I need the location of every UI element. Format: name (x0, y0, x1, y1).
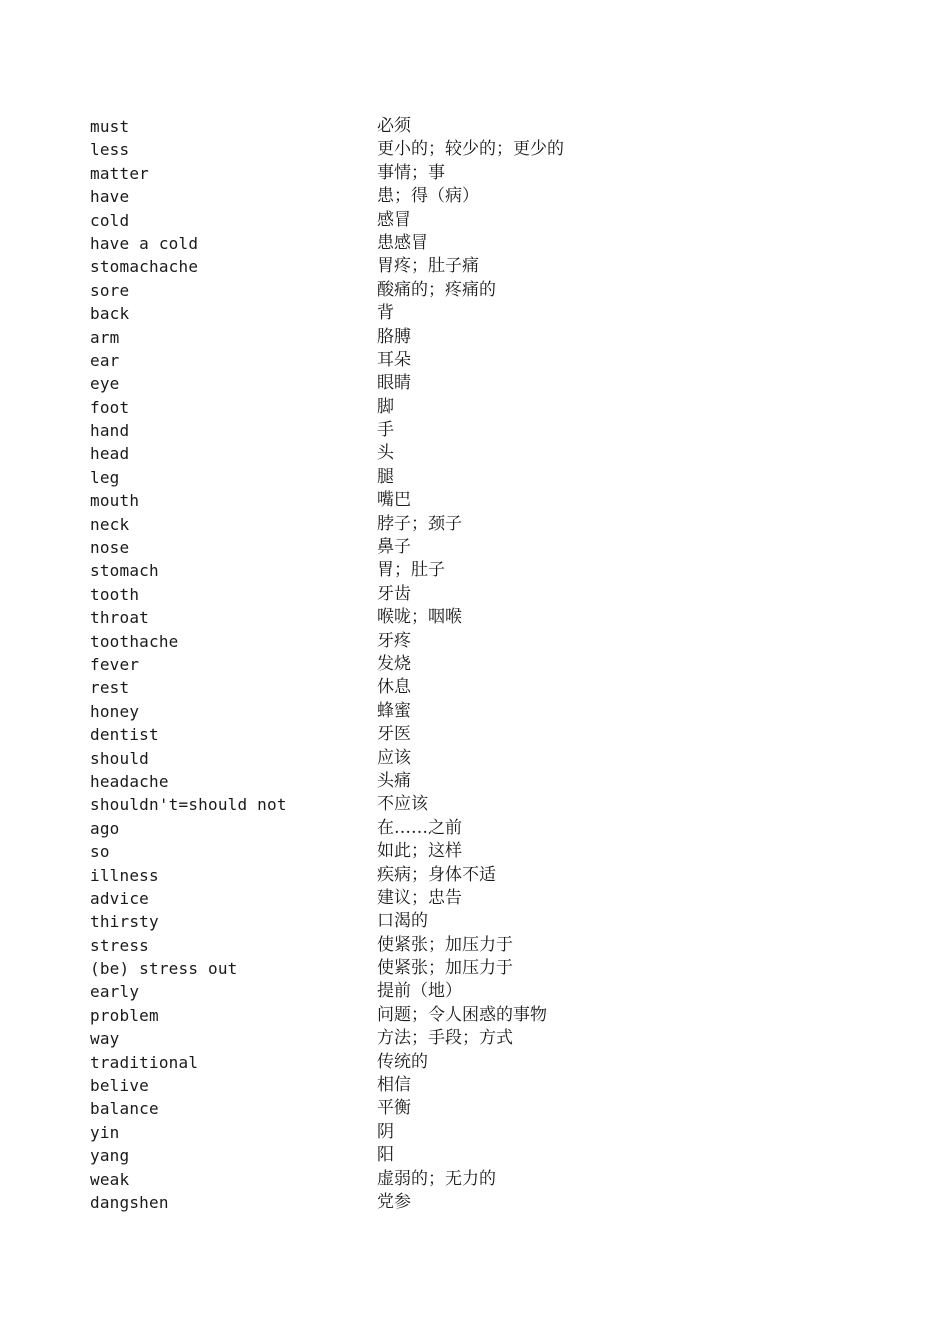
vocab-meaning: 胃；肚子 (377, 560, 445, 581)
vocab-word: way (90, 1029, 120, 1049)
vocab-meaning: 虚弱的；无力的 (377, 1168, 496, 1189)
vocab-meaning: 发烧 (377, 653, 411, 674)
vocab-row (90, 302, 790, 325)
vocab-word: rest (90, 678, 130, 698)
vocab-row (90, 419, 790, 442)
vocab-word: back (90, 304, 130, 324)
vocab-word: matter (90, 163, 149, 183)
vocab-row (90, 1121, 790, 1144)
vocab-word: shouldn't=should not (90, 795, 287, 815)
vocab-meaning: 眼睛 (377, 373, 411, 394)
vocab-row (90, 396, 790, 419)
vocab-word: ago (90, 818, 120, 838)
vocab-meaning: 牙疼 (377, 630, 411, 651)
vocab-word: early (90, 982, 140, 1002)
vocab-meaning: 传统的 (377, 1051, 428, 1072)
vocab-row (90, 1168, 790, 1191)
vocab-word: yang (90, 1146, 130, 1166)
vocab-word: traditional (90, 1052, 199, 1072)
vocab-row (90, 980, 790, 1003)
vocab-word: problem (90, 1005, 159, 1025)
vocab-meaning: 腿 (377, 466, 394, 487)
vocab-meaning: 胳膊 (377, 326, 411, 347)
vocab-meaning: 嘴巴 (377, 490, 411, 511)
vocab-word: neck (90, 514, 130, 534)
vocab-meaning: 患；得（病） (377, 186, 479, 207)
vocab-row (90, 489, 790, 512)
vocab-row (90, 1144, 790, 1167)
vocab-word: dangshen (90, 1192, 169, 1212)
vocab-row (90, 887, 790, 910)
vocab-row (90, 513, 790, 536)
vocab-row (90, 349, 790, 372)
vocab-word: stomach (90, 561, 159, 581)
vocab-meaning: 胃疼；肚子痛 (377, 256, 479, 277)
vocab-row (90, 1051, 790, 1074)
vocab-row (90, 372, 790, 395)
vocab-meaning: 必须 (377, 116, 411, 136)
vocab-word: stress (90, 935, 149, 955)
vocab-word: dentist (90, 725, 159, 745)
vocab-meaning: 疾病；身体不适 (377, 864, 496, 885)
vocab-row (90, 747, 790, 770)
vocab-word: thirsty (90, 912, 159, 932)
vocab-word: foot (90, 397, 130, 417)
vocab-meaning: 方法；手段；方式 (377, 1028, 513, 1049)
vocab-word: head (90, 444, 130, 464)
vocab-meaning: 头 (377, 443, 394, 464)
vocab-row (90, 700, 790, 723)
vocab-word: throat (90, 608, 149, 628)
vocab-word: belive (90, 1076, 149, 1096)
vocab-row (90, 466, 790, 489)
vocab-meaning: 平衡 (377, 1098, 411, 1119)
vocab-row (90, 793, 790, 816)
vocab-meaning: 鼻子 (377, 537, 411, 558)
vocab-word: sore (90, 280, 130, 300)
vocab-meaning: 牙齿 (377, 583, 411, 604)
vocab-word: stomachache (90, 257, 199, 277)
vocab-row (90, 957, 790, 980)
vocab-row (90, 723, 790, 746)
vocab-word: tooth (90, 584, 140, 604)
vocab-row (90, 864, 790, 887)
vocab-word: less (90, 140, 130, 160)
vocab-meaning: 口渴的 (377, 911, 428, 932)
vocab-meaning: 使紧张；加压力于 (377, 958, 513, 979)
vocab-word: yin (90, 1122, 120, 1142)
vocab-meaning: 耳朵 (377, 349, 411, 370)
vocab-meaning: 阳 (377, 1145, 394, 1166)
vocab-row (90, 1191, 790, 1214)
vocab-meaning: 背 (377, 303, 394, 324)
vocab-meaning: 事情；事 (377, 162, 445, 183)
vocab-word: honey (90, 701, 140, 721)
vocab-row (90, 115, 790, 138)
vocab-word: fever (90, 654, 140, 674)
vocab-row (90, 910, 790, 933)
vocab-word: have (90, 187, 130, 207)
vocab-meaning: 蜂蜜 (377, 700, 411, 721)
vocab-meaning: 牙医 (377, 724, 411, 745)
vocab-row (90, 1004, 790, 1027)
vocab-meaning: 喉咙；咽喉 (377, 607, 462, 628)
vocab-meaning: 更小的；较少的；更少的 (377, 139, 564, 160)
vocab-row (90, 653, 790, 676)
vocab-meaning: 党参 (377, 1191, 411, 1212)
vocab-word: arm (90, 327, 120, 347)
vocab-word: advice (90, 888, 149, 908)
vocab-meaning: 应该 (377, 747, 411, 768)
vocab-row (90, 1074, 790, 1097)
vocab-word: headache (90, 771, 169, 791)
vocab-row (90, 559, 790, 582)
vocab-row (90, 232, 790, 255)
vocab-word: (be) stress out (90, 959, 238, 979)
vocab-row (90, 583, 790, 606)
vocab-word: weak (90, 1169, 130, 1189)
vocab-word: nose (90, 538, 130, 558)
vocab-row (90, 770, 790, 793)
vocab-row (90, 817, 790, 840)
vocab-meaning: 手 (377, 420, 394, 441)
vocab-row (90, 326, 790, 349)
vocab-meaning: 休息 (377, 677, 411, 698)
vocab-row (90, 676, 790, 699)
vocab-row (90, 606, 790, 629)
vocab-meaning: 提前（地） (377, 981, 462, 1002)
vocab-word: eye (90, 374, 120, 394)
vocabulary-list (90, 115, 790, 1214)
vocab-row (90, 840, 790, 863)
vocab-meaning: 相信 (377, 1075, 411, 1096)
vocab-word: cold (90, 210, 130, 230)
vocab-word: leg (90, 467, 120, 487)
vocab-word: balance (90, 1099, 159, 1119)
vocab-meaning: 酸痛的；疼痛的 (377, 279, 496, 300)
vocab-row (90, 1027, 790, 1050)
vocab-row (90, 1097, 790, 1120)
vocab-meaning: 不应该 (377, 794, 428, 815)
vocab-meaning: 如此；这样 (377, 841, 462, 862)
vocab-word: ear (90, 350, 120, 370)
vocab-word: illness (90, 865, 159, 885)
vocab-meaning: 脚 (377, 396, 394, 417)
vocab-meaning: 患感冒 (377, 232, 428, 253)
vocab-word: hand (90, 421, 130, 441)
vocab-row (90, 185, 790, 208)
vocab-word: have a cold (90, 233, 199, 253)
vocab-row (90, 162, 790, 185)
vocab-meaning: 在……之前 (377, 817, 462, 838)
vocab-meaning: 建议；忠告 (377, 887, 462, 908)
vocab-row (90, 442, 790, 465)
vocab-word: so (90, 842, 110, 862)
vocab-row (90, 279, 790, 302)
vocab-meaning: 问题；令人困惑的事物 (377, 1004, 547, 1025)
vocab-meaning: 感冒 (377, 209, 411, 230)
vocab-word: toothache (90, 631, 179, 651)
vocab-meaning: 阴 (377, 1121, 394, 1142)
vocab-meaning: 使紧张；加压力于 (377, 934, 513, 955)
vocab-row (90, 209, 790, 232)
vocab-word: must (90, 117, 130, 136)
vocab-word: mouth (90, 491, 140, 511)
vocab-meaning: 脖子；颈子 (377, 513, 462, 534)
vocab-word: should (90, 748, 149, 768)
vocab-meaning: 头痛 (377, 770, 411, 791)
vocab-row (90, 536, 790, 559)
vocab-row (90, 934, 790, 957)
vocab-row (90, 138, 790, 161)
vocab-row (90, 255, 790, 278)
vocab-row (90, 630, 790, 653)
